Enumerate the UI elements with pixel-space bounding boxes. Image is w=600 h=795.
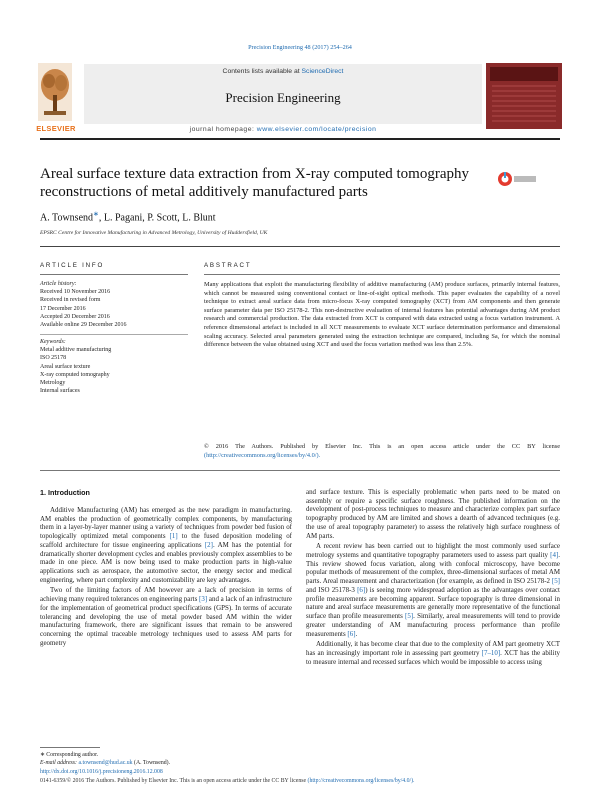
email-label: E-mail address: <box>40 759 79 766</box>
coauthor-names: , L. Pagani, P. Scott, L. Blunt <box>98 212 216 224</box>
article-title: Areal surface texture data extraction from X-ray computed tomography reconstructions of metal additively manufactured parts <box>40 166 469 200</box>
body-column-left <box>40 506 292 648</box>
contents-prefix: Contents lists available at <box>222 68 302 75</box>
paragraph-text: and surface texture. This is especially problematic when parts need to be mated on assembly or require a specific surface roughness. The published information on the development of post-process techniques to measure and characterize complex part surface topography produced by AM are limited and shows a dearth of advanced techniques (e.g. the use of areal topography parameter) to assess the relatively high surface roughness of AM parts. <box>306 488 560 540</box>
paragraph-text: . XCT has the ability to measure internal and recessed surfaces which would be impossible to access using <box>306 648 560 666</box>
footnote-rule <box>40 747 100 748</box>
paragraph-text: Two of the limiting factors of AM however are a lack of precision in terms of achieving many required tolerances on engineering parts <box>40 586 292 604</box>
abstract-copyright <box>204 443 560 460</box>
keywords-label: Keywords: <box>40 339 66 345</box>
body-paragraph <box>40 506 292 584</box>
reference-link[interactable]: [7–10] <box>481 648 501 657</box>
reference-link[interactable]: [1] <box>169 532 178 541</box>
paragraph-text: . <box>355 629 358 638</box>
reference-link[interactable]: [5] <box>405 612 414 621</box>
abstract-text: Many applications that exploit the manufacturing flexibility of additive manufacturing (AM) produce surfaces, primarily internal features, which cannot be measured using conventional contact or line-of-sight optical methods. This paper evaluates the capability of a novel technique to extract areal surface data from micro-focus X-ray computed tomography (XCT) from AM components and then generate surface parameter data per ISO 25178-2. This non-destructive evaluation of internal features has potential advantages during AM product research and commercial production. The data extracted from XCT is compared with data extracted using a focus variation instrument. A reference dimensional artefact is included in all XCT measurements to evaluate XCT surface determination performance and dimensional scaling accuracy. Selected areal parameters generated using the extraction technique are compared, including Sa, for which the nominal difference between the value obtained using XCT and used the focus variation method was less than 2.5%. <box>204 281 560 349</box>
issn-text: 0141-6359/© 2016 The Authors. Published by Elsevier Inc. This is an open access article under the CC BY license <box>40 778 308 784</box>
journal-name: Precision Engineering <box>225 90 341 105</box>
keyword: ISO 25178 <box>40 355 67 362</box>
keyword: Areal surface texture <box>40 363 91 370</box>
email-suffix: (A. Townsend). <box>132 759 171 766</box>
journal-cover-image <box>486 63 562 129</box>
body-paragraph <box>306 640 560 666</box>
history-label: Article history: <box>40 281 77 287</box>
copyright-text: © 2016 The Authors. Published by Elsevier Inc. This is an open access article under the CC BY license <box>204 443 560 450</box>
sciencedirect-link[interactable]: ScienceDirect <box>301 68 344 75</box>
keyword: Metrology <box>40 380 66 387</box>
paragraph-text: Additionally, it has become clear that due to the complexity of AM part geometry XCT has an increasingly important role in assessing part geometry <box>306 640 560 657</box>
elsevier-tree-logo <box>38 63 72 121</box>
journal-homepage-link[interactable]: www.elsevier.com/locate/precision <box>256 126 377 133</box>
keyword: Metal additive manufacturing <box>40 347 112 354</box>
paragraph-text: Additive Manufacturing (AM) has emerged as the new paradigm in manufacturing. AM enables the production of geometrically complex components, by manufacturing them in a layer-by-layer manner using a variety of techniques from powder bed fusion of topologically optimized metal components <box>40 506 292 541</box>
reference-link[interactable]: [3] <box>199 595 208 604</box>
paragraph-text: . Similarly, areal measurements will tend to provide greater understanding of AM manufacturing process performance than profile measurements <box>306 612 560 638</box>
homepage-prefix: journal homepage: <box>189 126 257 133</box>
abstract-bottom-rule <box>40 470 560 471</box>
paragraph-text: A recent review has been carried out to highlight the most commonly used surface metrology systems and quantitative topography parameters used to assess part quality <box>306 542 560 560</box>
reference-link[interactable]: [5] <box>551 577 560 586</box>
paragraph-text: . This review showed focus variation, along with confocal microscopy, have become popular methods of measurement of the complex, three-dimensional surfaces of metal AM parts. Areal measurement and characterization (for example, as defined in ISO 25178-2 <box>306 551 560 586</box>
author-list <box>40 210 480 223</box>
corresponding-author-note: ∗ Corresponding author. <box>40 752 99 758</box>
journal-citation[interactable]: Precision Engineering 48 (2017) 254–264 <box>248 44 352 51</box>
body-paragraph <box>40 586 292 647</box>
history-line: Available online 29 December 2016 <box>40 322 127 329</box>
elsevier-wordmark: ELSEVIER <box>36 124 76 133</box>
corresponding-author-mark[interactable]: ∗ <box>93 210 99 218</box>
issn-line <box>40 778 560 784</box>
paragraph-text: and ISO 25178-3 <box>306 585 358 594</box>
article-info-rule <box>40 274 188 275</box>
body-column-right <box>306 488 560 666</box>
keywords-rule <box>40 334 188 335</box>
keywords <box>40 338 190 395</box>
paragraph-text: ) is seeing more widespread adoption as the advantages over contact profile measurements are becoming apparent. Surface topography is three dimensional in nature and areal surface measurements are generally more representative of the functional surface than profile measurements <box>306 585 560 621</box>
article-history <box>40 280 190 329</box>
keyword: X-ray computed tomography <box>40 371 110 378</box>
keyword: Internal surfaces <box>40 388 80 395</box>
author-name[interactable]: A. Townsend <box>40 212 94 224</box>
license-link[interactable]: (http://creativecommons.org/licenses/by/4.0/). <box>204 451 321 459</box>
affiliation: EPSRC Centre for Innovative Manufacturing in Advanced Metrology, University of Huddersfield, UK <box>40 230 268 236</box>
reference-link[interactable]: [6] <box>357 585 366 594</box>
body-paragraph <box>306 488 560 540</box>
header-rule <box>40 138 560 140</box>
abstract-heading: ABSTRACT <box>204 262 252 269</box>
paragraph-text: . AM has the potential for dramatically shorter development cycles and enables previously complex assemblies to be made in one piece. AM is now being used to make production parts in high-value applications such as aerospace, the automotive sector, the energy sector and medical engineering, where part complexity and customizability are key advantages. <box>40 540 292 584</box>
body-paragraph <box>306 542 560 638</box>
history-line: Received 10 November 2016 <box>40 289 111 296</box>
history-line: Received in revised form <box>40 297 101 304</box>
issn-license-link[interactable]: (http://creativecommons.org/licenses/by/4.0/). <box>307 778 415 784</box>
history-line: Accepted 20 December 2016 <box>40 313 110 320</box>
paragraph-text: and a lack of an infrastructure for the implementation of geometrical product specifications (GPS). In terms of accurate tolerancing and developing the use of metal powder based AM within the wider manufacturing framework, there are significant issues that remain to be answered concerning the optimal traceable metrology techniques used to assess AM parts for geometry <box>40 595 292 647</box>
title-rule <box>40 246 560 247</box>
crossmark-icon[interactable] <box>497 170 537 188</box>
article-info-heading: ARTICLE INFO <box>40 262 105 269</box>
footnote <box>40 752 300 767</box>
abstract-rule <box>204 274 560 275</box>
reference-link[interactable]: [4] <box>550 551 559 560</box>
journal-homepage-line <box>84 126 482 133</box>
history-line: 17 December 2016 <box>40 305 86 312</box>
email-link[interactable]: a.townsend@hud.ac.uk <box>78 759 133 766</box>
section-heading-introduction: 1. Introduction <box>40 488 90 497</box>
reference-link[interactable]: [6] <box>347 629 356 638</box>
reference-link[interactable]: [2] <box>204 540 213 549</box>
contents-available-line <box>84 68 482 75</box>
paragraph-text: to the fused deposition modeling of scaffold architecture for tissue engineering applications <box>40 532 292 549</box>
doi-link[interactable]: http://dx.doi.org/10.1016/j.precisioneng.2016.12.008 <box>40 769 163 775</box>
